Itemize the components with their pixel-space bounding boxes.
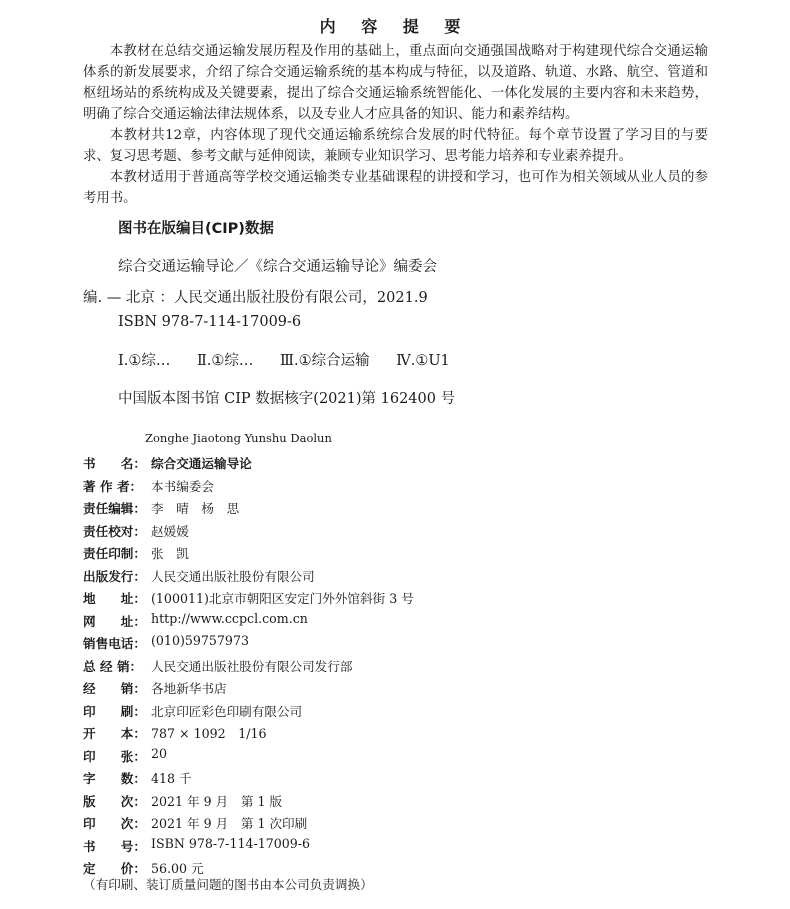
info-label: 印 次： [83,816,146,831]
info-value: ISBN 978-7-114-17009-6 [151,835,311,851]
info-value: 各地新华书店 [151,681,227,696]
info-value: 综合交通运输导论 [151,456,252,471]
cip-class-item: Ⅳ.①U1 [396,353,450,369]
book-title-pinyin: Zonghe Jiaotong Yunshu Daolun [145,431,332,445]
abstract [83,41,708,209]
info-label: 销售电话： [83,636,146,651]
cip-heading: 图书在版编目(CIP)数据 [118,221,274,237]
info-label: 网 址： [83,613,146,629]
abstract-paragraph: 本教材共12章，内容体现了现代交通运输系统综合发展的时代特征。每个章节设置了学习目的与要求、复习思考题、参考文献与延伸阅读，兼顾专业知识学习、思考能力培养和专业素养提升。 [83,128,708,164]
info-value: 787 × 1092 1/16 [151,726,267,741]
info-value: 418 千 [151,771,192,786]
quality-notice: （有印刷、装订质量问题的图书由本公司负责调换） [83,877,373,892]
info-label: 责任印制： [83,546,146,561]
info-label: 字 数： [83,771,146,786]
info-label: 书 号： [83,838,146,854]
info-value: 56.00 元 [151,861,204,876]
info-label: 开 本： [83,726,146,741]
info-value: (010)59757973 [151,633,249,648]
cip-isbn: ISBN 978-7-114-17009-6 [118,314,302,330]
info-label: 印 刷： [83,703,146,719]
info-value: 2021 年 9 月 第 1 次印刷 [151,816,308,831]
page-title: 内 容 提 要 [319,17,471,36]
info-label: 印 张： [83,748,146,764]
cip-classification [118,349,472,370]
info-label: 责任校对： [83,523,146,539]
info-label: 著 作 者： [83,478,143,494]
info-value: 赵媛媛 [151,523,189,539]
info-label: 定 价： [83,861,146,876]
info-label: 责任编辑： [83,501,146,516]
info-label: 书 名： [83,456,146,471]
info-value: 人民交通出版社股份有限公司 [151,568,315,584]
cip-publisher-line: 编. — 北京 ：人民交通出版社股份有限公司，2021.9 [83,290,428,306]
info-value: 张 凯 [151,546,189,561]
info-value: 2021 年 9 月 第 1 版 [151,793,283,809]
cip-title-line: 综合交通运输导论／《综合交通运输导论》编委会 [118,259,437,275]
cip-record-number: 中国版本图书馆 CIP 数据核字(2021)第 162400 号 [118,391,456,407]
info-value: 北京印匠彩色印刷有限公司 [151,703,303,719]
cip-class-item: Ⅲ.①综合运输 [280,353,370,369]
info-label: 经 销： [83,681,146,696]
cip-class-item: Ⅰ.①综… [118,353,171,369]
abstract-paragraph: 本教材在总结交通运输发展历程及作用的基础上，重点面向交通强国战略对于构建现代综合交通运输体系的新发展要求，介绍了综合交通运输系统的基本构成与特征，以及道路、轨道、水路、航空、管道和枢纽场站的系统构成及关键要素，提出了综合交通运输系统智能化、一体化发展的主要内容和未来趋势，明确了综合交通运输法律法规体系，以及专业人才应具备的知识、能力和素养结构。 [83,44,708,122]
info-value: 本书编委会 [151,478,214,494]
info-label: 出版发行： [83,568,146,584]
info-value: (100011)北京市朝阳区安定门外外馆斜街 3 号 [151,591,414,606]
cip-class-item: Ⅱ.①综… [196,353,254,369]
info-value: 人民交通出版社股份有限公司发行部 [151,658,353,674]
info-label: 地 址： [83,591,146,606]
info-value: 20 [151,745,168,761]
info-label: 总 经 销： [83,658,143,674]
abstract-paragraph: 本教材适用于普通高等学校交通运输类专业基础课程的讲授和学习，也可作为相关领域从业人员的参考用书。 [83,170,708,206]
info-value: 李 晴 杨 思 [151,501,240,516]
info-label: 版 次： [83,793,146,809]
info-value: http://www.ccpcl.com.cn [151,610,308,626]
